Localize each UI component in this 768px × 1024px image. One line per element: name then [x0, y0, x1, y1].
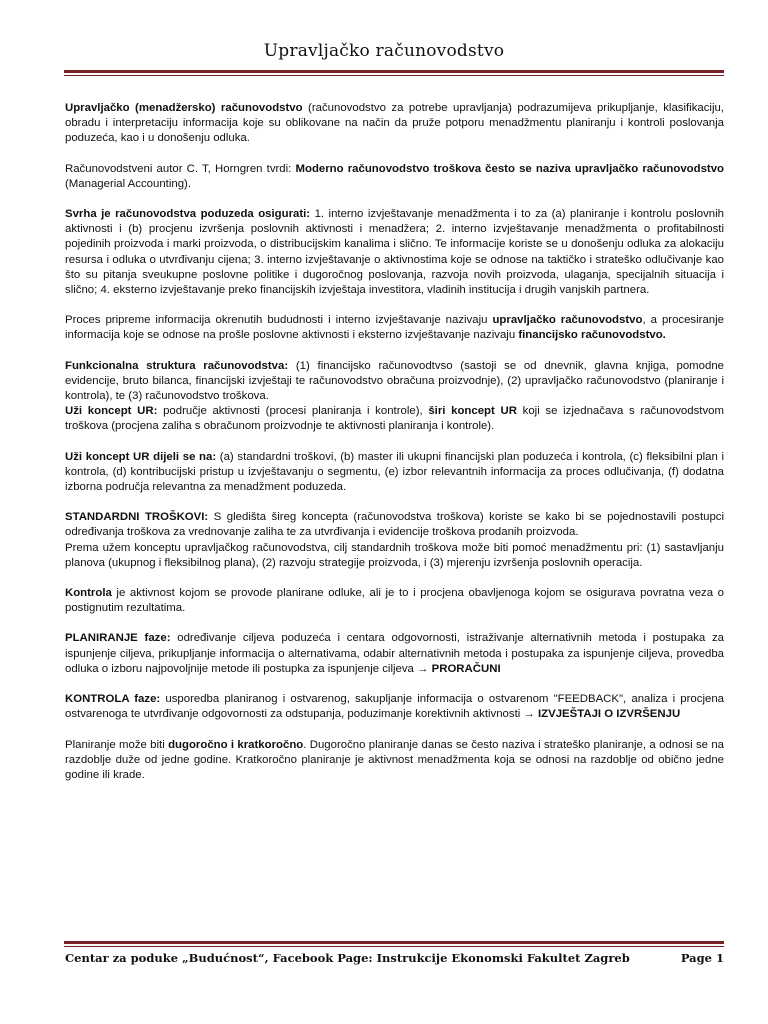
- paragraph-lead: STANDARDNI TROŠKOVI:: [65, 511, 209, 524]
- paragraph-text: (a) standardni troškovi, (b) master ili ukupni financijski plan poduzeća i kontrola, (c) fleksibilni plan i kontrola, (d) kontribucijski pristup u izvještavanju o segmentu, (e) izbor relevantnih informacija za proces odlučivanja, (f) dodatna izborna područja relevantna za menadžment poduzeda.: [65, 450, 724, 494]
- paragraph-horngren: [65, 162, 724, 192]
- paragraph-text: (računovodstvo za potrebe upravljanja) podrazumijeva prikupljanje, klasifikaciju, obradu i interpretaciju informacija koje su oblikovane na način da pruže potporu menadžmentu planiranju i kontroli poslovanja poduzeća, kao i u donošenju odluka.: [65, 102, 724, 145]
- footer-rule-thin: [64, 946, 724, 947]
- paragraph-lead: Uži koncept UR:: [65, 405, 158, 418]
- paragraph-lead: Upravljačko (menadžersko) računovodstvo: [65, 102, 303, 114]
- paragraph-purpose: [65, 207, 724, 298]
- paragraph-text: S gledišta šireg koncepta (računovodstva troškova) koriste se kako bi se pojednostavili postupci određivanja troškova za vrednovanje zaliha te za utvrđivanja i evidencije troškova prodanih proizvoda.: [65, 511, 725, 539]
- paragraph-text: 1. interno izvještavanje menadžmenta i to za (a) planiranje i kontrolu poslovnih aktivnosti i (b) procjenu izvršenja poslovnih aktivnosti i menadžera; 2. interno izvještavanje menadžmenta o profitabilnosti pojedinih proizvoda i marki proizvoda, o distribucijskim kanalima i slično. Te informacije koriste se u donošenju odluka za alokaciju resursa i odluka o utvrđivanju cijena; 3. interno izvještavanje o aktivnostima koje se odnose na taktičko i strateško odlučivanje kao što su pitanja sveukupne poslovne politike i dugoročnog poslovanja, razvoja novih proizvoda, ulaganja, specijalnih situacija i slično; 4. eksterno izvještavanje preko financijskih izvještaja investitora, vladinih institucija i drugih vanjskih partnera.: [65, 208, 724, 297]
- paragraph-text: Proces pripreme informacija okrenutih bududnosti i interno izvještavanje nazivaju: [65, 314, 493, 327]
- paragraph-bold: upravljačko računovodstvo: [492, 314, 643, 327]
- header-rule: [64, 70, 724, 73]
- paragraph-lead: Svrha je računovodstva poduzeda osigurati:: [65, 208, 311, 221]
- paragraph-text: usporedba planiranog i ostvarenog, sakupljanje informacija o ostvarenom "FEEDBACK", analiza i procjena ostvarenoga te utvrđivanje odgovornosti za odstupanja, poduzimanje korektivnih aktivnosti →: [65, 693, 724, 721]
- paragraph-text: Planiranje može biti: [65, 738, 169, 751]
- paragraph-text: (Managerial Accounting).: [65, 177, 191, 190]
- paragraph-bold: IZVJEŠTAJI O IZVRŠENJU: [537, 708, 681, 721]
- paragraph-bold: širi koncept UR: [428, 405, 517, 418]
- paragraph-text: Prema užem konceptu upravljačkog računovodstva, cilj standardnih troškova može biti pomoć menadžmentu pri: (1) sastavljanju planova (ukupnog i fleksibilnog plana), (2) razvoju strategije proizvoda, i (3) mjerenju izvršenja poslovnih operacija.: [65, 541, 724, 569]
- paragraph-lead: Kontrola: [65, 587, 112, 600]
- paragraph-text: određivanje ciljeva poduzeća i centara odgovornosti, istraživanje alternativnih metoda i postupaka za ispunjenje ciljeva, prikupljanje informacija o alternativama, odabir alternativnih metoda i postupaka za ispunjenje ciljeva, provedba odluka o izboru najpovoljnije metode ili postupka za ispunjenje ciljeva →: [65, 632, 724, 675]
- paragraph-text: je aktivnost kojom se provode planirane odluke, ali je to i procjena obavljenoga kojom se osigurava povratna veza o postignutim rezultatima.: [65, 587, 724, 615]
- header-rule-thin: [64, 75, 724, 76]
- footer-rule: [64, 941, 724, 944]
- paragraph-control: [65, 586, 724, 616]
- paragraph-text: koji se izjednačava s računovodstvom troškova (procjena zaliha s obračunom proizvodnje te aktivnosti planiranja i kontrole).: [65, 405, 724, 433]
- paragraph-text: . Dugoročno planiranje danas se često naziva i strateško planiranje, a odnosi se na razdoblje duže od jedne godine. Kratkoročno planiranje je aktivnost menadžmenta koja se odnosi na razdoblje od obično jedne godine ili krade.: [65, 738, 725, 781]
- paragraph-text: Računovodstveni autor C. T, Horngren tvrdi:: [65, 162, 296, 175]
- page-number: Page 1: [680, 951, 724, 965]
- paragraph-lead: Uži koncept UR dijeli se na:: [65, 450, 217, 463]
- paragraph-bold: dugoročno i kratkoročno: [168, 738, 304, 751]
- footer-source: Centar za poduke „Budućnost“, Facebook Page: Instrukcije Ekonomski Fakultet Zagreb: [65, 951, 630, 965]
- paragraph-bold: PRORAČUNI: [431, 662, 501, 675]
- paragraph-structure: [65, 359, 724, 405]
- paragraph-lead: PLANIRANJE faze:: [65, 632, 171, 645]
- paragraph-lead: KONTROLA faze:: [65, 693, 161, 706]
- document-body: [65, 101, 724, 798]
- paragraph-text: (1) financijsko računovodtvso (sastoji se od dnevnik, glavna knjiga, pomodne evidencije, bruto bilanca, financijski izvještaji te računovodstvo obračuna proizvodnje), (2) upravljačko računovodstvo (planiranje i kontrola), te (3) računovodstvo troškova.: [65, 359, 724, 403]
- paragraph-planning-phases: [65, 631, 724, 677]
- paragraph-process: [65, 313, 724, 343]
- paragraph-narrow-concept: [65, 450, 724, 496]
- paragraph-text: , a procesiranje informacija koje se odnose na prošle poslovne aktivnosti i eksterno izvještavanje nazivaju: [65, 314, 724, 342]
- paragraph-bold: financijsko računovodstvo.: [518, 329, 666, 342]
- paragraph-bold: Moderno računovodstvo troškova često se naziva upravljačko računovodstvo: [295, 162, 725, 175]
- paragraph-control-phases: [65, 692, 724, 722]
- paragraph-text: područje aktivnosti (procesi planiranja i kontrole),: [157, 405, 429, 418]
- paragraph-lead: Funkcionalna struktura računovodstva:: [65, 359, 289, 372]
- page-title: Upravljačko računovodstvo: [263, 41, 505, 61]
- paragraph-planning-types: [65, 738, 724, 784]
- paragraph-standard-costs-goal: [65, 541, 724, 571]
- paragraph-standard-costs: [65, 510, 724, 540]
- paragraph-concepts: [65, 404, 724, 434]
- paragraph-definition: [65, 101, 724, 147]
